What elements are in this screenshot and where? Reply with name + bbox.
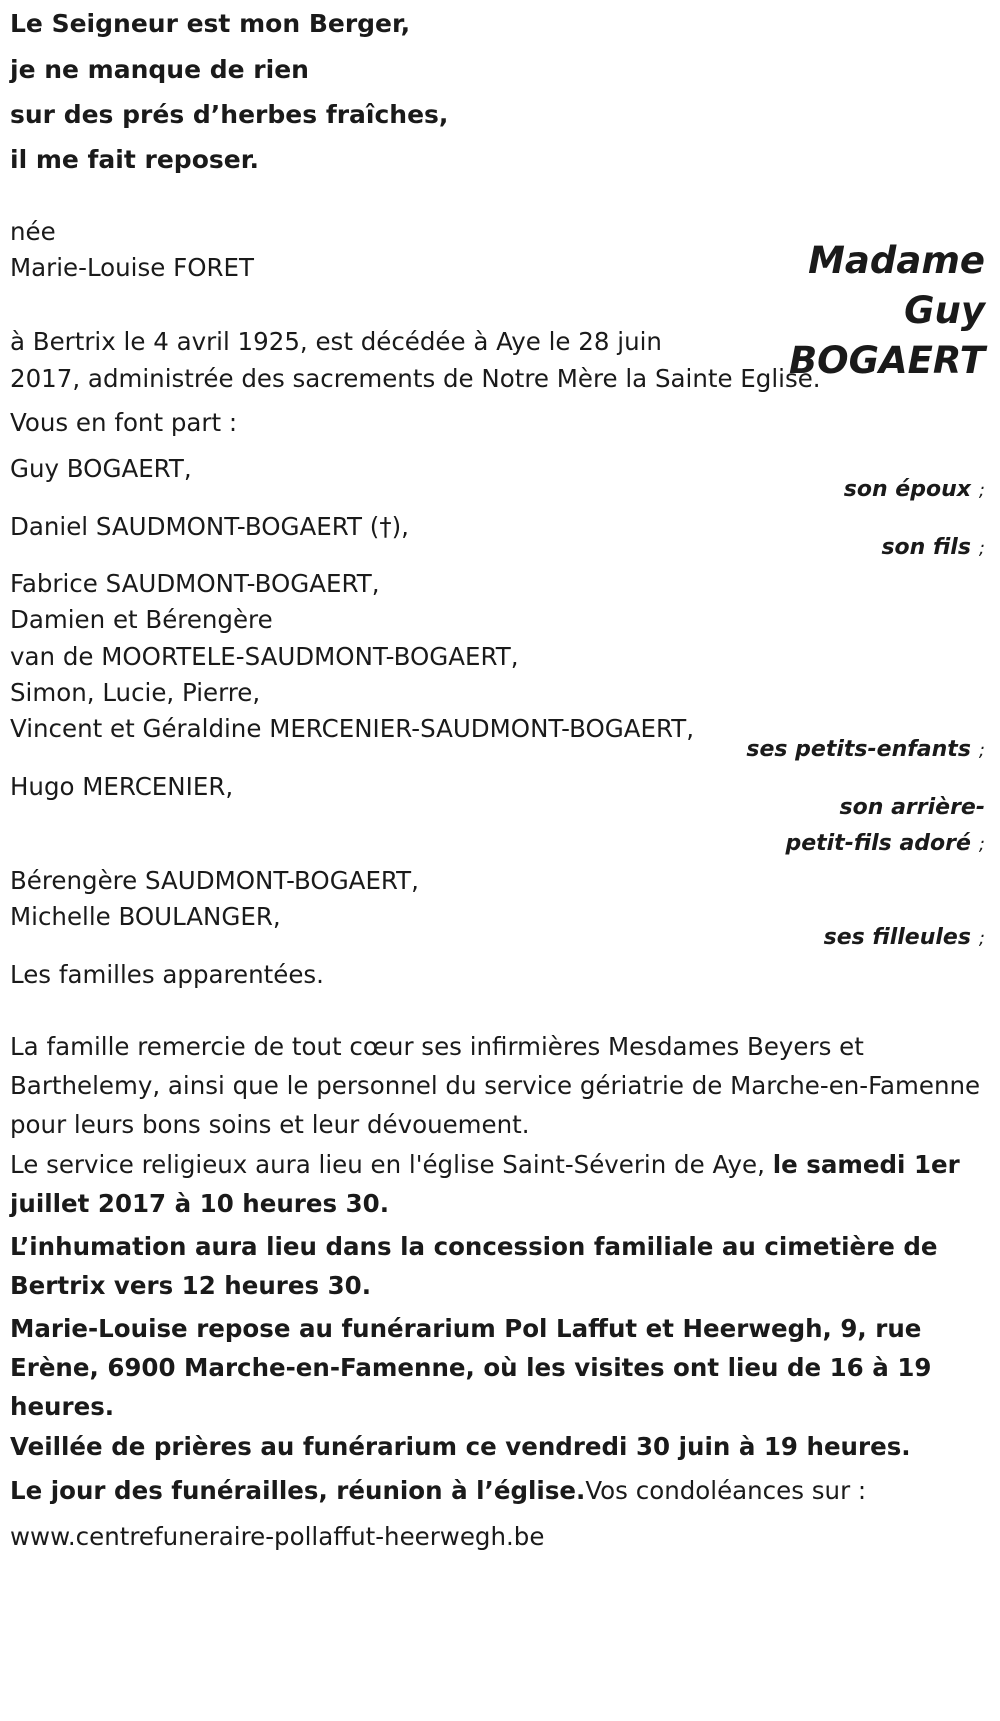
deceased-last-name: BOGAERT: [788, 339, 985, 382]
nee-label: née: [10, 217, 56, 246]
son-name: Daniel SAUDMONT-BOGAERT (†),: [10, 512, 409, 541]
great-grandson-name: Hugo MERCENIER,: [10, 772, 234, 801]
deceased-title: Madame: [808, 239, 985, 282]
psalm-line: Le Seigneur est mon Berger,: [10, 9, 411, 38]
birth-name: Marie-Louise FORET: [10, 253, 254, 282]
psalm-line: je ne manque de rien: [10, 55, 309, 84]
goddaughter-line: Bérengère SAUDMONT-BOGAERT,: [10, 866, 419, 895]
grandchild-line: Vincent et Géraldine MERCENIER-SAUDMONT-BOGAERT,: [10, 714, 694, 743]
psalm-line: il me fait reposer.: [10, 145, 259, 174]
announce-label: Vous en font part :: [10, 408, 238, 437]
spouse-role: son époux ;: [843, 477, 985, 502]
great-grandson-role: petit-fils adoré ;: [785, 831, 985, 856]
grandchild-line: van de MOORTELE-SAUDMONT-BOGAERT,: [10, 642, 519, 671]
obituary-notice: [10, 0, 985, 1721]
vigil-paragraph: Veillée de prières au funérarium ce vendredi 30 juin à 19 heures.: [10, 1432, 911, 1461]
burial-paragraph: L’inhumation aura lieu dans la concession familiale au cimetière de Bertrix vers 12 heures 30.: [10, 1232, 938, 1300]
condolences-website-link[interactable]: www.centrefuneraire-pollaffut-heerwegh.be: [10, 1522, 545, 1551]
repose-paragraph: Marie-Louise repose au funérarium Pol Laffut et Heerwegh, 9, rue Erène, 6900 Marche-en-Famenne, où les visites ont lieu de 16 à 19 heures.: [10, 1314, 932, 1421]
funeral-day-meeting: Le jour des funérailles, réunion à l’église.: [10, 1476, 586, 1505]
condolences-label: Vos condoléances sur :: [585, 1476, 867, 1505]
service-intro: Le service religieux aura lieu en l'église Saint-Séverin de Aye,: [10, 1150, 773, 1179]
thanks-paragraph: La famille remercie de tout cœur ses infirmières Mesdames Beyers et Barthelemy, ainsi que le personnel du service gériatrie de Marche-en-Famenne pour leurs bons soins et leur dévouement.: [10, 1032, 981, 1139]
great-grandson-role: son arrière-: [839, 795, 985, 820]
related-families: Les familles apparentées.: [10, 960, 324, 989]
birth-line: à Bertrix le 4 avril 1925, est décédée à Aye le 28 juin: [10, 327, 662, 356]
funeral-day-paragraph: [10, 1471, 985, 1510]
son-role: son fils ;: [881, 535, 985, 560]
grandchildren-role: ses petits-enfants ;: [746, 737, 985, 762]
goddaughter-line: Michelle BOULANGER,: [10, 902, 281, 931]
service-date: le samedi 1er juillet 2017 à 10 heures 30.: [10, 1150, 960, 1218]
birth-line: 2017, administrée des sacrements de Notre Mère la Sainte Eglise.: [10, 364, 821, 393]
spouse-name: Guy BOGAERT,: [10, 454, 192, 483]
grandchild-line: Simon, Lucie, Pierre,: [10, 678, 261, 707]
goddaughters-role: ses filleules ;: [823, 925, 985, 950]
grandchild-line: Damien et Bérengère: [10, 605, 273, 634]
psalm-line: sur des prés d’herbes fraîches,: [10, 100, 449, 129]
grandchild-line: Fabrice SAUDMONT-BOGAERT,: [10, 569, 380, 598]
service-paragraph: [10, 1145, 985, 1223]
deceased-first-name: Guy: [904, 289, 985, 332]
